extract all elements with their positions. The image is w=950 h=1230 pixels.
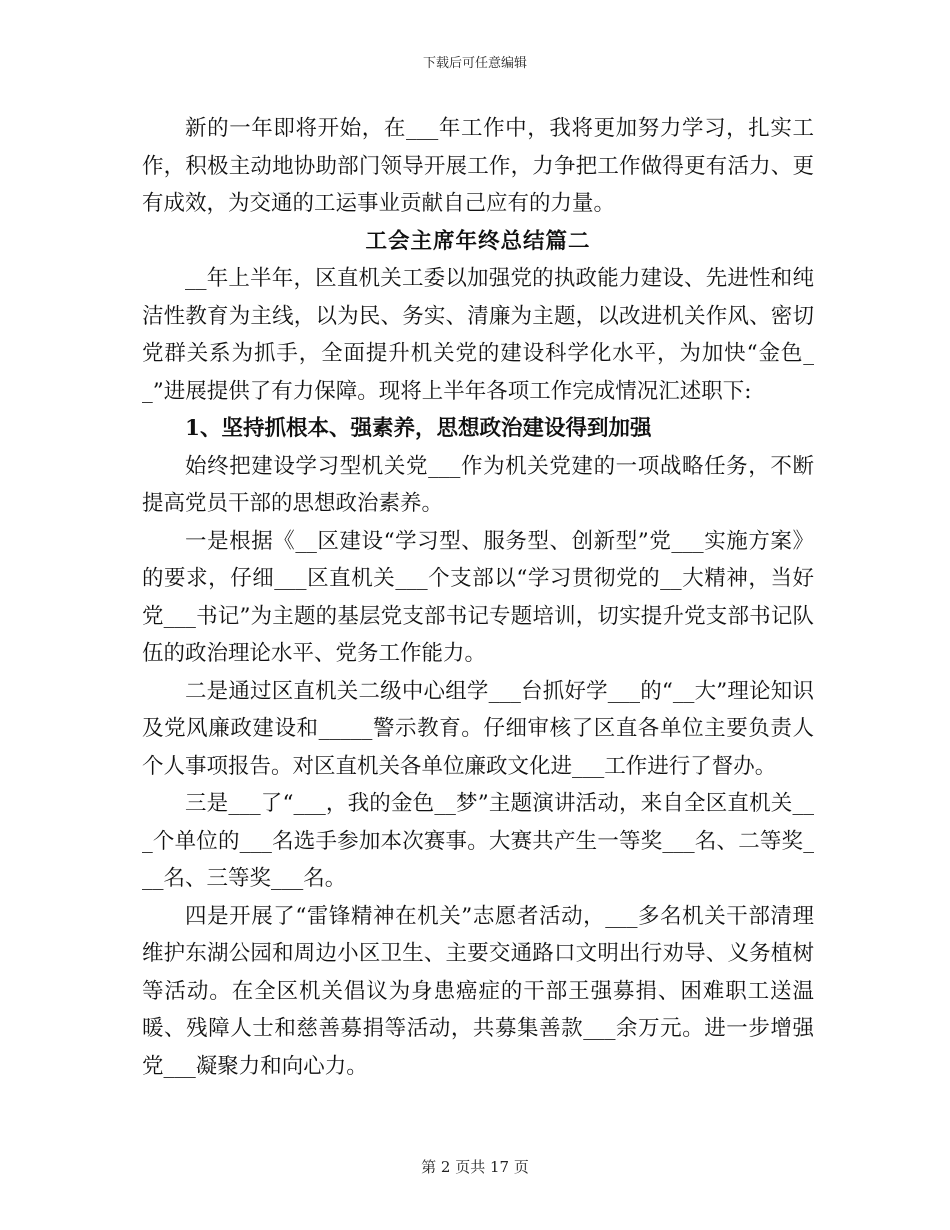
- paragraph-study: 始终把建设学习型机关党___作为机关党建的一项战略任务，不断提高党员干部的思想政治素养。: [142, 453, 814, 516]
- paragraph-item-three: 三是___了“___，我的金色__梦”主题演讲活动，来自全区直机关___个单位的___名选手参加本次赛事。大赛共产生一等奖___名、二等奖___名、三等奖___名。: [142, 791, 814, 891]
- paragraph-item-one: 一是根据《__区建设“学习型、服务型、创新型”党___实施方案》的要求，仔细___区直机关___个支部以“学习贯彻党的__大精神，当好党___书记”为主题的基层党支部书记专题培训，切实提升党支部书记队伍的政治理论水平、党务工作能力。: [142, 528, 814, 666]
- paragraph-intro: __年上半年，区直机关工委以加强党的执政能力建设、先进性和纯洁性教育为主线，以为民、务实、清廉为主题，以改进机关作风、密切党群关系为抓手，全面提升机关党的建设科学化水平，为加快“金色__”进展提供了有力保障。现将上半年各项工作完成情况汇述职下:: [142, 266, 814, 404]
- document-body: [142, 110, 814, 1085]
- page-header: 下载后可任意编辑: [422, 56, 527, 71]
- subsection-title: 1、坚持抓根本、强素养，思想政治建设得到加强: [185, 416, 652, 441]
- section-title: 工会主席年终总结篇二: [365, 228, 591, 254]
- paragraph-closing: 新的一年即将开始，在___年工作中，我将更加努力学习，扎实工作，积极主动地协助部门领导开展工作，力争把工作做得更有活力、更有成效，为交通的工运事业贡献自己应有的力量。: [142, 116, 814, 216]
- page-footer: 第 2 页共 17 页: [421, 1158, 529, 1176]
- paragraph-item-four: 四是开展了“雷锋精神在机关”志愿者活动，___多名机关干部清理维护东湖公园和周边小区卫生、主要交通路口文明出行劝导、义务植树等活动。在全区机关倡议为身患癌症的干部王强募捐、困难职工送温暖、残障人士和慈善募捐等活动，共募集善款___余万元。进一步增强党___凝聚力和向心力。: [142, 903, 814, 1079]
- paragraph-item-two: 二是通过区直机关二级中心组学___台抓好学___的“__大”理论知识及党风廉政建设和_____警示教育。仔细审核了区直各单位主要负责人个人事项报告。对区直机关各单位廉政文化进___工作进行了督办。: [142, 678, 814, 779]
